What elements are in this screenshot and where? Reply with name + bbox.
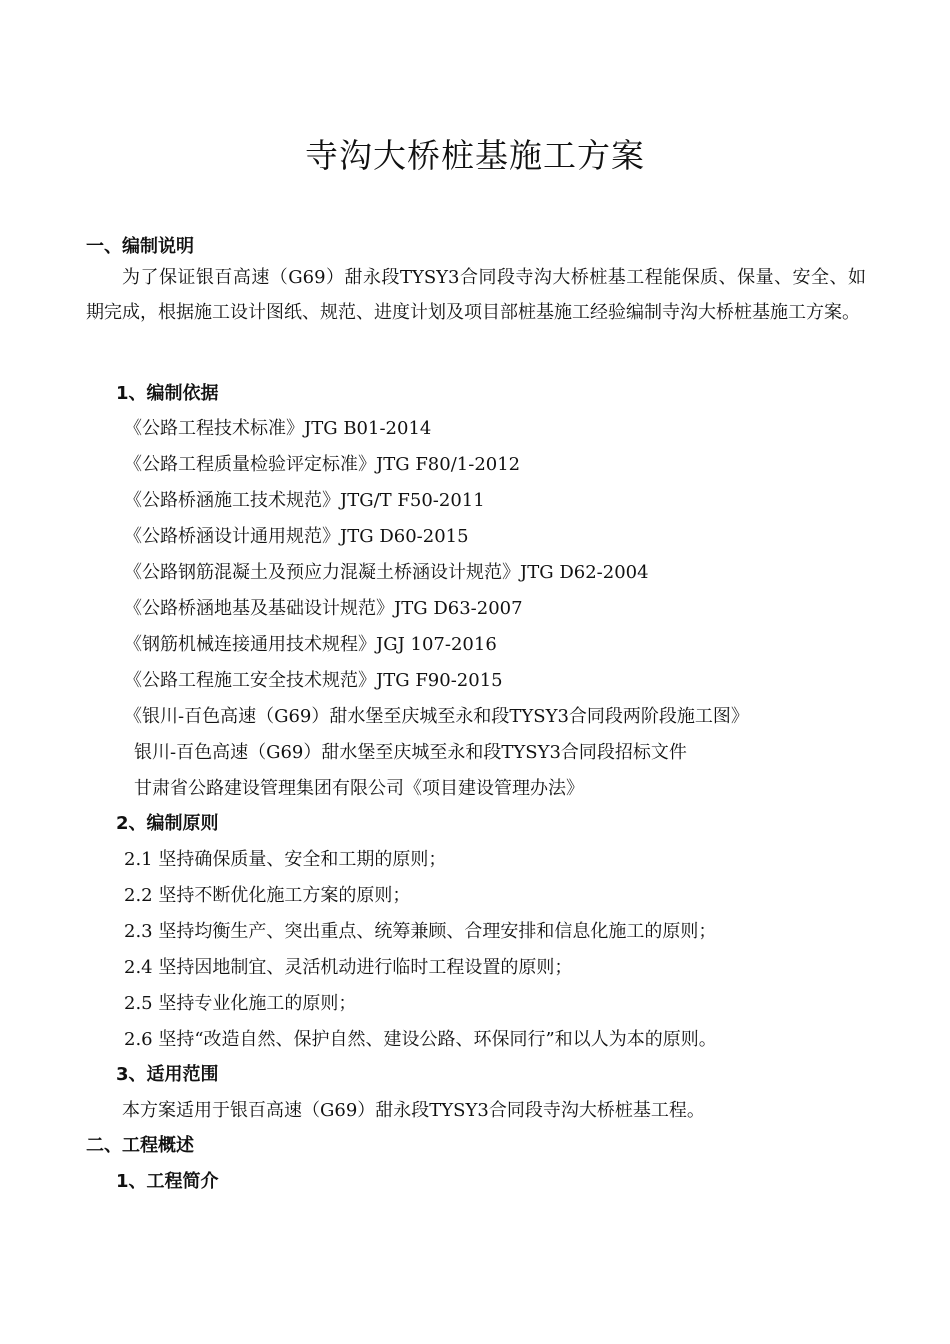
- scope-text: 本方案适用于银百高速（G69）甜永段TYSY3合同段寺沟大桥桩基工程。: [122, 1100, 705, 1121]
- basis-item: 《公路桥涵地基及基础设计规范》JTG D63-2007: [124, 598, 523, 619]
- principle-item: 2.4 坚持因地制宜、灵活机动进行临时工程设置的原则；: [124, 957, 573, 978]
- basis-item: 《公路钢筋混凝土及预应力混凝土桥涵设计规范》JTG D62-2004: [124, 562, 649, 583]
- document-title: 寺沟大桥桩基施工方案: [305, 136, 645, 175]
- basis-item: 《银川-百色高速（G69）甜水堡至庆城至永和段TYSY3合同段两阶段施工图》: [124, 706, 749, 727]
- project-intro-heading: 1、工程简介: [116, 1171, 219, 1192]
- principle-item: 2.6 坚持“改造自然、保护自然、建设公路、环保同行”和以人为本的原则。: [124, 1029, 717, 1050]
- basis-heading: 1、编制依据: [116, 383, 219, 404]
- basis-item: 甘肃省公路建设管理集团有限公司《项目建设管理办法》: [134, 778, 584, 799]
- basis-item: 《公路桥涵施工技术规范》JTG/T F50-2011: [124, 490, 485, 511]
- principles-heading: 2、编制原则: [116, 813, 219, 834]
- scope-heading: 3、适用范围: [116, 1064, 219, 1085]
- principle-item: 2.1 坚持确保质量、安全和工期的原则；: [124, 849, 447, 870]
- section-heading-2: 二、工程概述: [86, 1135, 194, 1156]
- intro-paragraph: 为了保证银百高速（G69）甜永段TYSY3合同段寺沟大桥桩基工程能保质、保量、安全、如期完成，根据施工设计图纸、规范、进度计划及项目部桩基施工经验编制寺沟大桥桩基施工方案。: [86, 267, 866, 323]
- basis-item: 《钢筋机械连接通用技术规程》JGJ 107-2016: [124, 634, 497, 655]
- basis-item: 银川-百色高速（G69）甜水堡至庆城至永和段TYSY3合同段招标文件: [134, 742, 687, 763]
- basis-item: 《公路工程技术标准》JTG B01-2014: [124, 418, 432, 439]
- principle-item: 2.3 坚持均衡生产、突出重点、统筹兼顾、合理安排和信息化施工的原则；: [124, 921, 717, 942]
- basis-item: 《公路桥涵设计通用规范》JTG D60-2015: [124, 526, 469, 547]
- principle-item: 2.5 坚持专业化施工的原则；: [124, 993, 357, 1014]
- basis-item: 《公路工程施工安全技术规范》JTG F90-2015: [124, 670, 503, 691]
- basis-item: 《公路工程质量检验评定标准》JTG F80/1-2012: [124, 454, 521, 475]
- section-heading-1: 一、编制说明: [86, 236, 194, 257]
- principle-item: 2.2 坚持不断优化施工方案的原则；: [124, 885, 411, 906]
